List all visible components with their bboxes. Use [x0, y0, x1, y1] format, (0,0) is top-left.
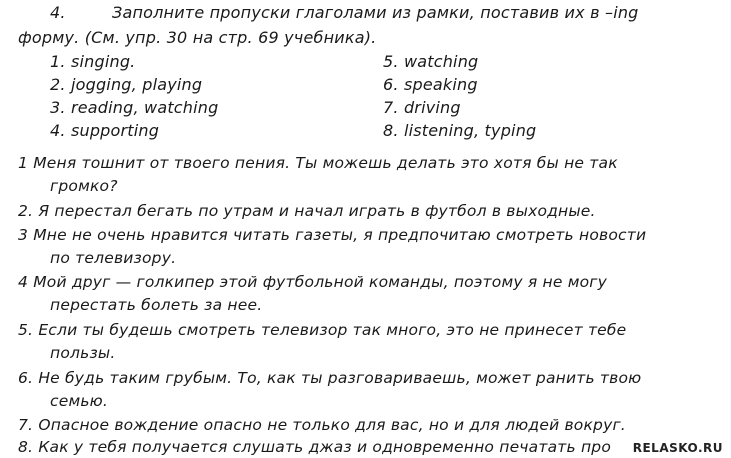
answer-item: 8. listening, typing: [383, 121, 537, 140]
sentence-line: 8. Как у тебя получается слушать джаз и одновременно печатать про: [18, 438, 612, 456]
sentence-line: перестать болеть за нее.: [50, 296, 263, 314]
task-instruction-line1: Заполните пропуски глаголами из рамки, поставив их в –ing: [112, 3, 639, 22]
answer-item: 7. driving: [383, 98, 461, 117]
sentence-line: громко?: [50, 177, 118, 195]
sentence-line: 5. Если ты будешь смотреть телевизор так много, это не принесет тебе: [18, 321, 627, 339]
sentence-line: по телевизору.: [50, 249, 177, 267]
answer-item: 2. jogging, playing: [50, 75, 203, 94]
answer-item: 1. singing.: [50, 52, 136, 71]
sentence-line: 1 Меня тошнит от твоего пения. Ты можешь делать это хотя бы не так: [18, 154, 618, 172]
answer-item: 4. supporting: [50, 121, 160, 140]
sentence-line: 2. Я перестал бегать по утрам и начал играть в футбол в выходные.: [18, 202, 596, 220]
task-instruction-line2: форму. (См. упр. 30 на стр. 69 учебника).: [18, 28, 377, 47]
answer-item: 5. watching: [383, 52, 479, 71]
task-number: 4.: [50, 3, 66, 22]
site-watermark: RELASKO.RU: [629, 440, 727, 456]
sentence-line: пользы.: [50, 344, 116, 362]
sentence-line: 4 Мой друг — голкипер этой футбольной команды, поэтому я не могу: [18, 273, 608, 291]
sentence-line: 3 Мне не очень нравится читать газеты, я предпочитаю смотреть новости: [18, 226, 647, 244]
sentence-line: семью.: [50, 392, 109, 410]
answer-item: 6. speaking: [383, 75, 478, 94]
sentence-line: 7. Опасное вождение опасно не только для вас, но и для людей вокруг.: [18, 416, 626, 434]
answer-item: 3. reading, watching: [50, 98, 219, 117]
sentence-line: 6. Не будь таким грубым. То, как ты разговариваешь, может ранить твою: [18, 369, 642, 387]
